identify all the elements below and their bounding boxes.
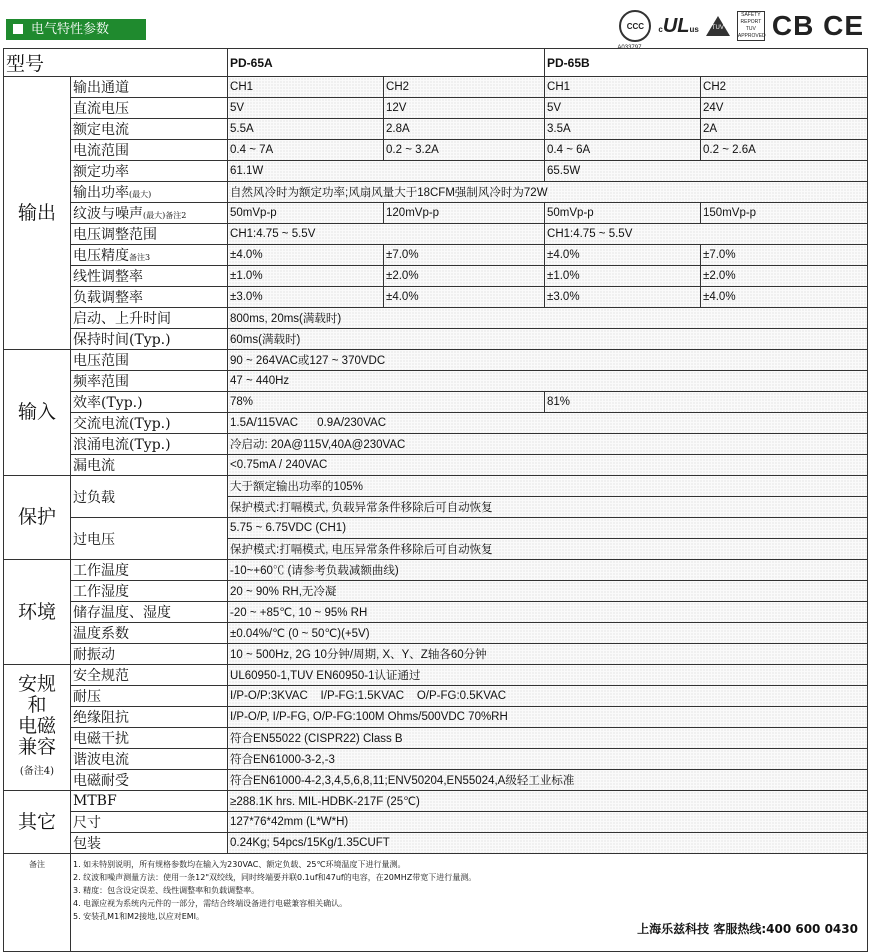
row-label: 过负载 (71, 476, 228, 518)
cell: ±1.0% (228, 266, 384, 287)
note-line: 3. 精度：包含设定误差、线性调整率和负载调整率。 (73, 886, 260, 895)
cell: 大于额定输出功率的105% (228, 476, 868, 497)
row-label: 电压范围 (71, 350, 228, 371)
service-hotline: 上海乐兹科技 客服热线:400 600 0430 (637, 922, 858, 936)
table-row (4, 476, 868, 497)
label-text: 电压精度 (73, 248, 129, 264)
cell: ±4.0% (545, 245, 701, 266)
row-label: 效率(Typ.) (71, 392, 228, 413)
cell: 5V (545, 98, 701, 119)
row-label: 电压调整范围 (71, 224, 228, 245)
table-row (4, 728, 868, 749)
group-environment: 环境 (4, 560, 71, 665)
cell: -20 ~ +85℃, 10 ~ 95% RH (228, 602, 868, 623)
model-label: 型号 (4, 49, 228, 77)
group-protection: 保护 (4, 476, 71, 560)
cell: <0.75mA / 240VAC (228, 455, 868, 476)
table-row (4, 665, 868, 686)
cell: 12V (384, 98, 545, 119)
section-title: 电气特性参数 (31, 22, 110, 37)
cell: 800ms, 20ms(满载时) (228, 308, 868, 329)
square-bullet-icon (13, 24, 23, 34)
row-label: 电流范围 (71, 140, 228, 161)
cell: 符合EN55022 (CISPR22) Class B (228, 728, 868, 749)
label-note: 备注3 (129, 253, 151, 262)
row-label (71, 245, 228, 266)
section-title-bar (6, 19, 146, 40)
header-bar (0, 0, 870, 48)
cell: ±4.0% (384, 287, 545, 308)
cell: 3.5A (545, 119, 701, 140)
cell: 24V (701, 98, 868, 119)
note-line: 5. 安装孔M1和M2接地,以应对EMI。 (73, 912, 205, 921)
table-row (4, 371, 868, 392)
table-row (4, 98, 868, 119)
cell: 保护模式:打嗝模式, 负载异常条件移除后可自动恢复 (228, 497, 868, 518)
cell: CH1 (545, 77, 701, 98)
table-row (4, 329, 868, 350)
table-row (4, 581, 868, 602)
label-note: (最大) (129, 190, 152, 199)
row-label: 包装 (71, 833, 228, 854)
table-row (4, 455, 868, 476)
cell: 5.5A (228, 119, 384, 140)
row-label: 尺寸 (71, 812, 228, 833)
spec-table (3, 48, 868, 952)
cell: CH2 (701, 77, 868, 98)
row-label: 频率范围 (71, 371, 228, 392)
label-text: 纹波与噪声 (73, 206, 143, 222)
row-label: 线性调整率 (71, 266, 228, 287)
cell: 自然风冷时为额定功率;风扇风量大于18CFM强制风冷时为72W (228, 182, 868, 203)
cell: CH2 (384, 77, 545, 98)
cell: 冷启动: 20A@115V,40A@230VAC (228, 434, 868, 455)
table-row (4, 140, 868, 161)
table-row (4, 266, 868, 287)
row-label: 启动、上升时间 (71, 308, 228, 329)
note-line: 1. 如未特别说明，所有规格参数均在输入为230VAC、额定负载、25℃环境温度下进行量测。 (73, 860, 406, 869)
cell: 127*76*42mm (L*W*H) (228, 812, 868, 833)
row-label: 漏电流 (71, 455, 228, 476)
table-row (4, 770, 868, 791)
table-row (4, 749, 868, 770)
note-line: 4. 电源应视为系统内元件的一部分，需结合终端设备进行电磁兼容相关确认。 (73, 899, 348, 908)
cell: 2.8A (384, 119, 545, 140)
table-row (4, 77, 868, 98)
model-a-name: PD-65A (228, 49, 545, 77)
row-label: 耐振动 (71, 644, 228, 665)
row-label: 直流电压 (71, 98, 228, 119)
cell: ±7.0% (384, 245, 545, 266)
cell: 78% (228, 392, 545, 413)
row-label: 过电压 (71, 518, 228, 560)
model-b-name: PD-65B (545, 49, 868, 77)
row-label: 安全规范 (71, 665, 228, 686)
cell: 150mVp-p (701, 203, 868, 224)
row-label: 负载调整率 (71, 287, 228, 308)
cell: 0.4 ~ 6A (545, 140, 701, 161)
row-label: 谐波电流 (71, 749, 228, 770)
group-input: 输入 (4, 350, 71, 476)
table-row (4, 308, 868, 329)
cell: 90 ~ 264VAC或127 ~ 370VDC (228, 350, 868, 371)
cell: 50mVp-p (545, 203, 701, 224)
cell: ±3.0% (545, 287, 701, 308)
certification-logos (619, 6, 864, 46)
cell: 5V (228, 98, 384, 119)
table-row (4, 623, 868, 644)
cell: 2A (701, 119, 868, 140)
row-label: 额定电流 (71, 119, 228, 140)
table-row (4, 644, 868, 665)
cell: -10~+60℃ (请参考负载减额曲线) (228, 560, 868, 581)
table-row (4, 350, 868, 371)
cell: 20 ~ 90% RH,无冷凝 (228, 581, 868, 602)
cell: ±7.0% (701, 245, 868, 266)
group-other: 其它 (4, 791, 71, 854)
row-label: 储存温度、湿度 (71, 602, 228, 623)
table-row (4, 287, 868, 308)
row-label: 电磁耐受 (71, 770, 228, 791)
table-row (4, 119, 868, 140)
cell: ±4.0% (228, 245, 384, 266)
table-row (4, 434, 868, 455)
cell: 保护模式:打嗝模式, 电压异常条件移除后可自动恢复 (228, 539, 868, 560)
cell: ±0.04%/℃ (0 ~ 50℃)(+5V) (228, 623, 868, 644)
cell: 50mVp-p (228, 203, 384, 224)
group-note: (备注4) (19, 765, 55, 777)
row-label: 工作温度 (71, 560, 228, 581)
cell: 0.2 ~ 3.2A (384, 140, 545, 161)
cell: 120mVp-p (384, 203, 545, 224)
cell: ±2.0% (384, 266, 545, 287)
label-note: (最大)备注2 (143, 211, 187, 220)
table-row (4, 245, 868, 266)
cell: 61.1W (228, 161, 545, 182)
table-row (4, 518, 868, 539)
cell: CH1:4.75 ~ 5.5V (545, 224, 868, 245)
group-line: 兼容 (17, 735, 56, 758)
group-line: 和 (27, 693, 47, 716)
row-label: 输出通道 (71, 77, 228, 98)
row-label (71, 203, 228, 224)
table-row (4, 791, 868, 812)
note-line: 2. 纹波和噪声测量方法：使用一条12"双绞线，同时终端要并联0.1uf和47uf的电容，在20MHZ带宽下进行量测。 (73, 873, 477, 882)
row-label: 温度系数 (71, 623, 228, 644)
row-label: 额定功率 (71, 161, 228, 182)
group-output: 输出 (4, 77, 71, 350)
table-row (4, 560, 868, 581)
row-label: 保持时间(Typ.) (71, 329, 228, 350)
cell: 符合EN61000-3-2,-3 (228, 749, 868, 770)
cell: ±1.0% (545, 266, 701, 287)
row-label: 交流电流(Typ.) (71, 413, 228, 434)
cell: 符合EN61000-4-2,3,4,5,6,8,11;ENV50204,EN55024,A级轻工业标准 (228, 770, 868, 791)
table-row (4, 161, 868, 182)
row-label: 电磁干扰 (71, 728, 228, 749)
cell: UL60950-1,TUV EN60950-1认证通过 (228, 665, 868, 686)
warning-triangle-icon: TUV (706, 16, 730, 36)
cb-ce-mark-icon: CB CE (771, 10, 864, 41)
table-row (4, 224, 868, 245)
cell: 60ms(满载时) (228, 329, 868, 350)
table-header-row (4, 49, 868, 77)
group-line: 电磁 (17, 714, 56, 737)
table-row (4, 707, 868, 728)
table-row (4, 182, 868, 203)
cell: ≥288.1K hrs. MIL-HDBK-217F (25℃) (228, 791, 868, 812)
group-safety-emc (4, 665, 71, 791)
row-label: 耐压 (71, 686, 228, 707)
cell: 5.75 ~ 6.75VDC (CH1) (228, 518, 868, 539)
table-row (4, 602, 868, 623)
row-label (71, 182, 228, 203)
cell: I/P-O/P:3KVAC I/P-FG:1.5KVAC O/P-FG:0.5KVAC (228, 686, 868, 707)
cell: 0.4 ~ 7A (228, 140, 384, 161)
cell: ±3.0% (228, 287, 384, 308)
table-row (4, 812, 868, 833)
cell: 10 ~ 500Hz, 2G 10分钟/周期, X、Y、Z轴各60分钟 (228, 644, 868, 665)
table-row (4, 203, 868, 224)
cell: I/P-O/P, I/P-FG, O/P-FG:100M Ohms/500VDC 70%RH (228, 707, 868, 728)
ccc-mark-icon: CCC (619, 10, 651, 42)
cell: 47 ~ 440Hz (228, 371, 868, 392)
group-line: 安规 (17, 672, 56, 695)
table-row (4, 392, 868, 413)
table-row (4, 833, 868, 854)
label-text: 输出功率 (73, 185, 129, 201)
table-row (4, 686, 868, 707)
cell: CH1:4.75 ~ 5.5V (228, 224, 545, 245)
cell: 0.2 ~ 2.6A (701, 140, 868, 161)
cell: 81% (545, 392, 868, 413)
cell: ±4.0% (701, 287, 868, 308)
cell: 0.24Kg; 54pcs/15Kg/1.35CUFT (228, 833, 868, 854)
table-row (4, 413, 868, 434)
cell: 1.5A/115VAC 0.9A/230VAC (228, 413, 868, 434)
group-notes: 备注 (4, 854, 71, 952)
cell: 65.5W (545, 161, 868, 182)
ul-mark-icon: cULus (658, 14, 699, 37)
row-label: 绝缘阻抗 (71, 707, 228, 728)
safety-approval-icon: SAFETY REPORT TUV APPROVED (737, 12, 766, 39)
cell: ±2.0% (701, 266, 868, 287)
row-label: 浪涌电流(Typ.) (71, 434, 228, 455)
row-label: MTBF (71, 791, 228, 812)
row-label: 工作湿度 (71, 581, 228, 602)
cell: CH1 (228, 77, 384, 98)
